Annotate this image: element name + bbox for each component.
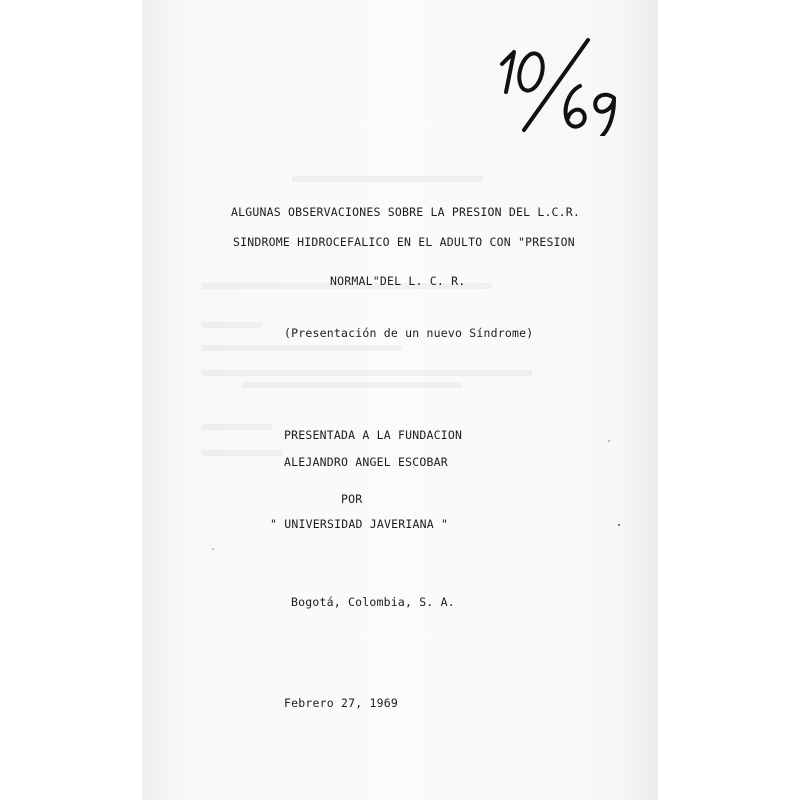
paper-speck xyxy=(212,548,214,550)
location: Bogotá, Colombia, S. A. xyxy=(291,595,455,609)
paper-speck xyxy=(608,440,610,442)
presented-to-line-2: ALEJANDRO ANGEL ESCOBAR xyxy=(284,455,448,469)
handwritten-note-drawing xyxy=(496,36,626,136)
institution-name: " UNIVERSIDAD JAVERIANA " xyxy=(270,517,449,531)
title-line-3: NORMAL"DEL L. C. R. xyxy=(330,274,466,288)
subtitle: (Presentación de un nuevo Síndrome) xyxy=(284,326,534,340)
title-line-2: SINDROME HIDROCEFALICO EN EL ADULTO CON "PRESION xyxy=(233,235,575,249)
por-label: POR xyxy=(341,492,363,506)
show-through-mark xyxy=(202,370,532,376)
show-through-mark xyxy=(202,450,282,456)
title-line-1: ALGUNAS OBSERVACIONES SOBRE LA PRESION DEL L.C.R. xyxy=(231,205,581,219)
document-page xyxy=(142,0,658,800)
paper-speck xyxy=(618,524,620,526)
show-through-mark xyxy=(202,424,272,430)
show-through-mark xyxy=(202,322,262,328)
presented-to-line-1: PRESENTADA A LA FUNDACION xyxy=(284,428,463,442)
show-through-mark xyxy=(202,345,402,351)
show-through-mark xyxy=(242,382,462,388)
show-through-mark xyxy=(292,176,482,182)
document-date: Febrero 27, 1969 xyxy=(284,696,398,710)
